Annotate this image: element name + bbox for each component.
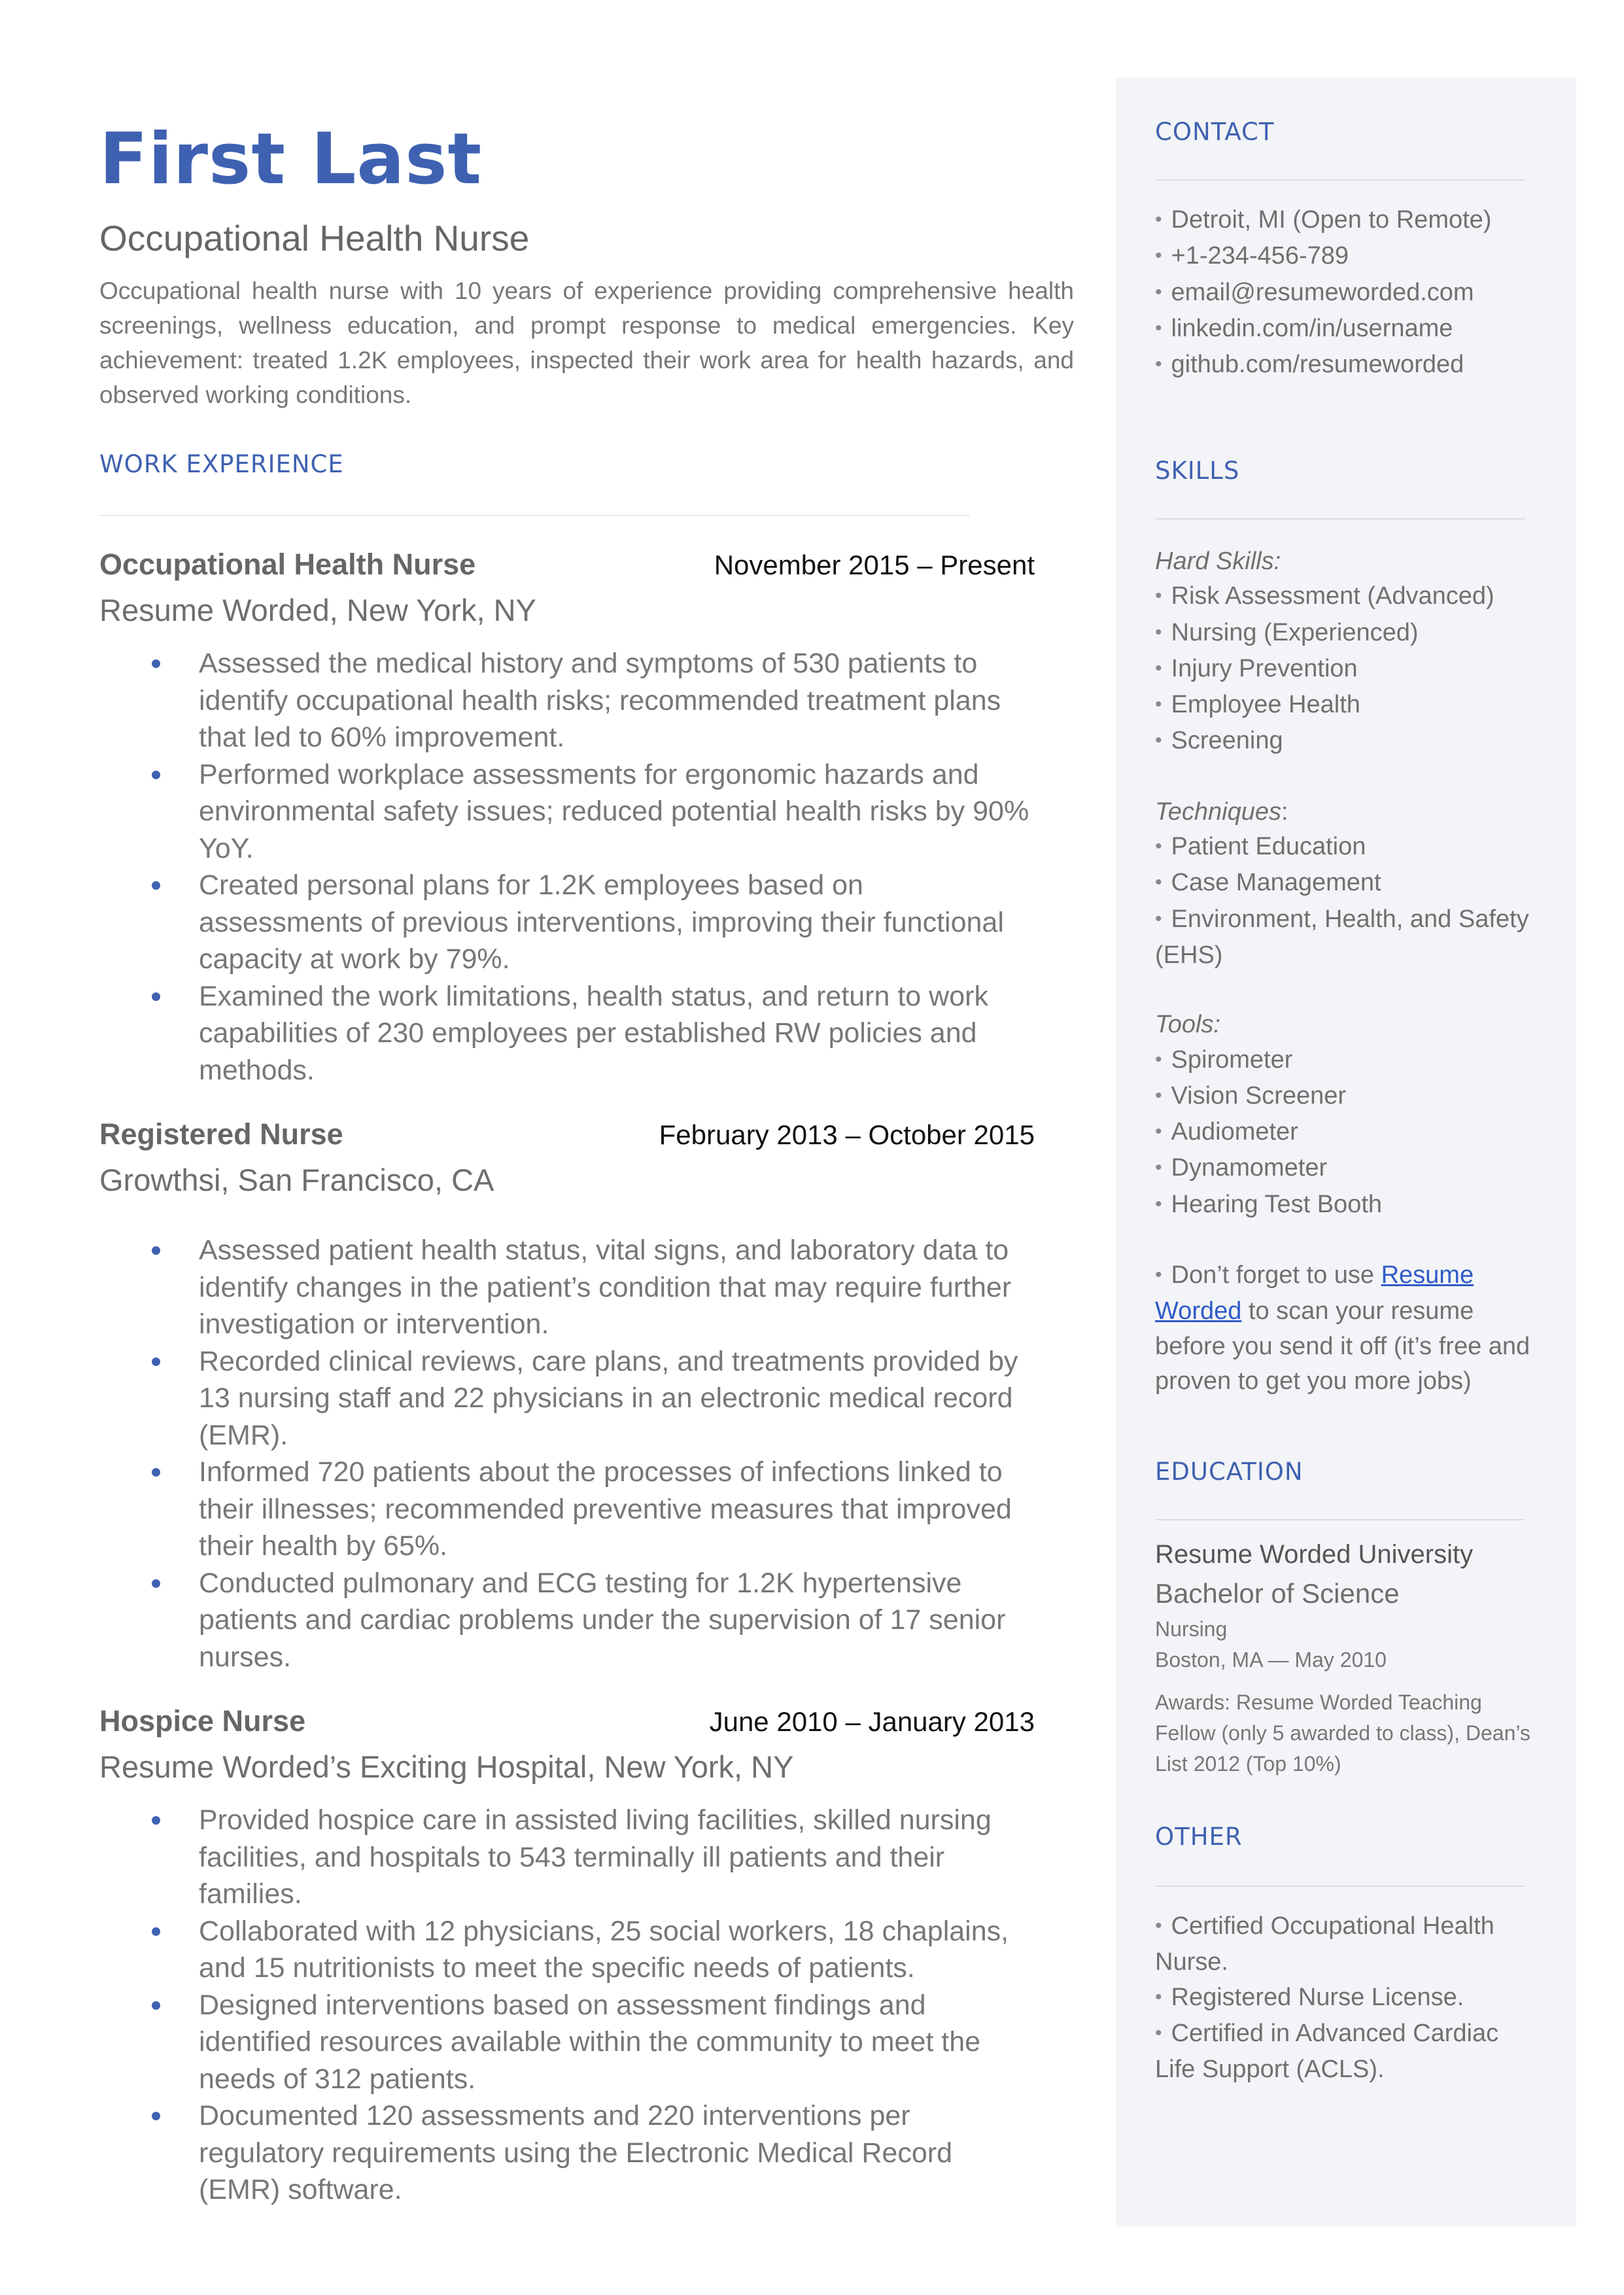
- degree: Bachelor of Science: [1155, 1578, 1400, 1609]
- list-item: • Patient Education: [1155, 833, 1366, 861]
- list-item: Informed 720 patients about the processes of infections linked to their illnesses; recommended preventive measures that improved their health by 65%.: [99, 1454, 1035, 1565]
- section-divider: [1155, 1519, 1525, 1520]
- bullet-icon: •: [1155, 317, 1162, 339]
- list-item: Examined the work limitations, health status, and return to work capabilities of 230 employees per established RW policies and methods.: [99, 978, 1035, 1089]
- bullet-icon: •: [1155, 245, 1162, 267]
- work-experience-heading: WORK EXPERIENCE: [99, 450, 344, 478]
- job-dates: November 2015 – Present: [714, 550, 1035, 580]
- bullet-icon: •: [1155, 281, 1162, 303]
- job-company: Resume Worded, New York, NY: [99, 593, 536, 627]
- bullet-icon: •: [1155, 729, 1162, 752]
- bullet-icon: •: [1155, 871, 1162, 894]
- bullet-icon: •: [1155, 1048, 1162, 1070]
- bullet-icon: •: [1155, 1121, 1162, 1143]
- bullet-icon: •: [1155, 1084, 1162, 1106]
- education-block: [1155, 1537, 1541, 1779]
- list-item: Collaborated with 12 physicians, 25 social workers, 18 chaplains, and 15 nutritionists to meet the specific needs of patients.: [99, 1913, 1035, 1987]
- bullet-icon: •: [1155, 621, 1162, 643]
- job-entry: [99, 1704, 1074, 2209]
- job-title: Hospice Nurse: [99, 1704, 306, 1738]
- list-item: • Risk Assessment (Advanced): [1155, 582, 1494, 610]
- job-company: Growthsi, San Francisco, CA: [99, 1163, 494, 1197]
- list-item: • Screening: [1155, 727, 1283, 755]
- bullet-dot-icon: [152, 771, 160, 779]
- bullet-dot-icon: [152, 1358, 160, 1366]
- hard-skills-label: Hard Skills:: [1155, 548, 1281, 575]
- bullet-dot-icon: [152, 992, 160, 1001]
- bullet-dot-icon: [152, 1927, 160, 1936]
- other-list: [1155, 1909, 1541, 2087]
- list-item: Conducted pulmonary and ECG testing for 1.2K hypertensive patients and cardiac problems under the supervision of 17 senior nurses.: [99, 1565, 1035, 1676]
- education-heading: EDUCATION: [1155, 1458, 1304, 1486]
- awards: Awards: Resume Worded Teaching Fellow (only 5 awarded to class), Dean’s List 2012 (Top 10%): [1155, 1690, 1530, 1776]
- main-column: [99, 111, 1074, 2209]
- skills-heading: SKILLS: [1155, 457, 1240, 485]
- job-dates: June 2010 – January 2013: [709, 1706, 1035, 1737]
- list-item: Recorded clinical reviews, care plans, and treatments provided by 13 nursing staff and 22 physicians in an electronic medical record (EMR).: [99, 1343, 1035, 1454]
- section-divider: [1155, 1885, 1525, 1887]
- section-divider: [1155, 179, 1525, 181]
- section-divider: [99, 515, 969, 516]
- list-item-continuation: Life Support (ACLS).: [1155, 2056, 1385, 2084]
- job-bullets: [99, 645, 1035, 1089]
- list-item: • Injury Prevention: [1155, 654, 1358, 682]
- bullet-dot-icon: [152, 1468, 160, 1477]
- bullet-icon: •: [1155, 1986, 1162, 2008]
- bullet-icon: •: [1155, 1915, 1162, 1936]
- list-item: • Environment, Health, and Safety: [1155, 905, 1529, 933]
- job-bullets: [99, 1232, 1035, 1675]
- list-item: Performed workplace assessments for ergonomic hazards and environmental safety issues; reduced potential health risks by 90% YoY.: [99, 756, 1035, 867]
- resume-worded-link[interactable]: Worded: [1155, 1297, 1242, 1325]
- list-item: • Certified Occupational Health: [1155, 1912, 1494, 1940]
- bullet-icon: •: [1155, 353, 1162, 376]
- contact-heading: CONTACT: [1155, 118, 1275, 146]
- bullet-icon: •: [1155, 209, 1162, 230]
- bullet-icon: •: [1155, 693, 1162, 716]
- list-item-continuation: Nurse.: [1155, 1948, 1228, 1976]
- bullet-icon: •: [1155, 835, 1162, 858]
- job-company: Resume Worded’s Exciting Hospital, New York, NY: [99, 1749, 794, 1784]
- tools-label: Tools:: [1155, 1011, 1220, 1039]
- job-title: Registered Nurse: [99, 1117, 343, 1151]
- summary-paragraph: Occupational health nurse with 10 years of experience providing comprehensive health screenings, wellness education, and prompt response to medical emergencies. Key achievement: treated 1.2K employees, inspected their work area for health hazards, and observed working conditions.: [99, 277, 1074, 408]
- bullet-icon: •: [1155, 1264, 1162, 1286]
- bullet-icon: •: [1155, 907, 1162, 930]
- resume-worded-link[interactable]: Resume: [1381, 1261, 1474, 1289]
- bullet-dot-icon: [152, 659, 160, 668]
- job-entry: [99, 548, 1074, 1089]
- techniques-label: Techniques:: [1155, 797, 1288, 826]
- list-item: • Employee Health: [1155, 691, 1360, 719]
- list-item: • Spirometer: [1155, 1045, 1293, 1074]
- contact-phone: • +1-234-456-789: [1155, 242, 1349, 270]
- contact-linkedin: • linkedin.com/in/username: [1155, 314, 1453, 342]
- list-item: Designed interventions based on assessment findings and identified resources available within the community to meet the needs of 312 patients.: [99, 1987, 1035, 2098]
- list-item-continuation: (EHS): [1155, 941, 1223, 969]
- list-item: • Vision Screener: [1155, 1081, 1347, 1110]
- list-item: • Nursing (Experienced): [1155, 618, 1419, 646]
- list-item: • Case Management: [1155, 869, 1381, 897]
- list-item: • Registered Nurse License.: [1155, 1983, 1464, 2011]
- bullet-dot-icon: [152, 881, 160, 890]
- list-item: • Certified in Advanced Cardiac: [1155, 2019, 1499, 2047]
- resume-worded-note: • Don’t forget to use Resume Worded to scan your resume before you send it off (it’s free and proven to get you more jobs): [1155, 1261, 1530, 1395]
- job-dates: February 2013 – October 2015: [659, 1119, 1035, 1150]
- list-item: Provided hospice care in assisted living facilities, skilled nursing facilities, and hospitals to 543 terminally ill patients and their families.: [99, 1802, 1035, 1913]
- list-item: • Dynamometer: [1155, 1154, 1328, 1182]
- job-bullets: [99, 1802, 1035, 2209]
- contact-list: [1155, 203, 1541, 383]
- bullet-dot-icon: [152, 1246, 160, 1255]
- list-item: Documented 120 assessments and 220 interventions per regulatory requirements using the Electronic Medical Record (EMR) software.: [99, 2097, 1035, 2209]
- list-item: Assessed the medical history and symptoms of 530 patients to identify occupational health risks; recommended treatment plans that led to 60% improvement.: [99, 645, 1035, 756]
- bullet-dot-icon: [152, 1579, 160, 1588]
- major: Nursing: [1155, 1617, 1228, 1641]
- education-location-date: Boston, MA — May 2010: [1155, 1647, 1387, 1672]
- list-item: • Audiometer: [1155, 1118, 1298, 1146]
- bullet-dot-icon: [152, 2112, 160, 2120]
- contact-github: • github.com/resumeworded: [1155, 351, 1464, 379]
- bullet-dot-icon: [152, 2001, 160, 2010]
- bullet-icon: •: [1155, 585, 1162, 607]
- bullet-icon: •: [1155, 1193, 1162, 1215]
- list-item: Assessed patient health status, vital signs, and laboratory data to identify changes in the patient’s condition that may require further investigation or intervention.: [99, 1232, 1035, 1343]
- bullet-dot-icon: [152, 1816, 160, 1825]
- job-title: Occupational Health Nurse: [99, 548, 476, 581]
- university-name: Resume Worded University: [1155, 1540, 1474, 1569]
- list-item: Created personal plans for 1.2K employees based on assessments of previous interventions, improving their functional capacity at work by 79%.: [99, 867, 1035, 978]
- job-entry: [99, 1117, 1074, 1675]
- contact-email: • email@resumeworded.com: [1155, 278, 1474, 306]
- contact-location: • Detroit, MI (Open to Remote): [1155, 206, 1492, 234]
- sidebar: [1116, 77, 1576, 2227]
- candidate-name: First Last: [99, 118, 483, 200]
- bullet-icon: •: [1155, 657, 1162, 679]
- bullet-icon: •: [1155, 2022, 1162, 2044]
- list-item: • Hearing Test Booth: [1155, 1190, 1383, 1218]
- job-role-title: Occupational Health Nurse: [99, 218, 530, 258]
- skills-list: [1155, 544, 1541, 1399]
- section-divider: [1155, 518, 1525, 519]
- other-heading: OTHER: [1155, 1823, 1243, 1851]
- bullet-icon: •: [1155, 1157, 1162, 1179]
